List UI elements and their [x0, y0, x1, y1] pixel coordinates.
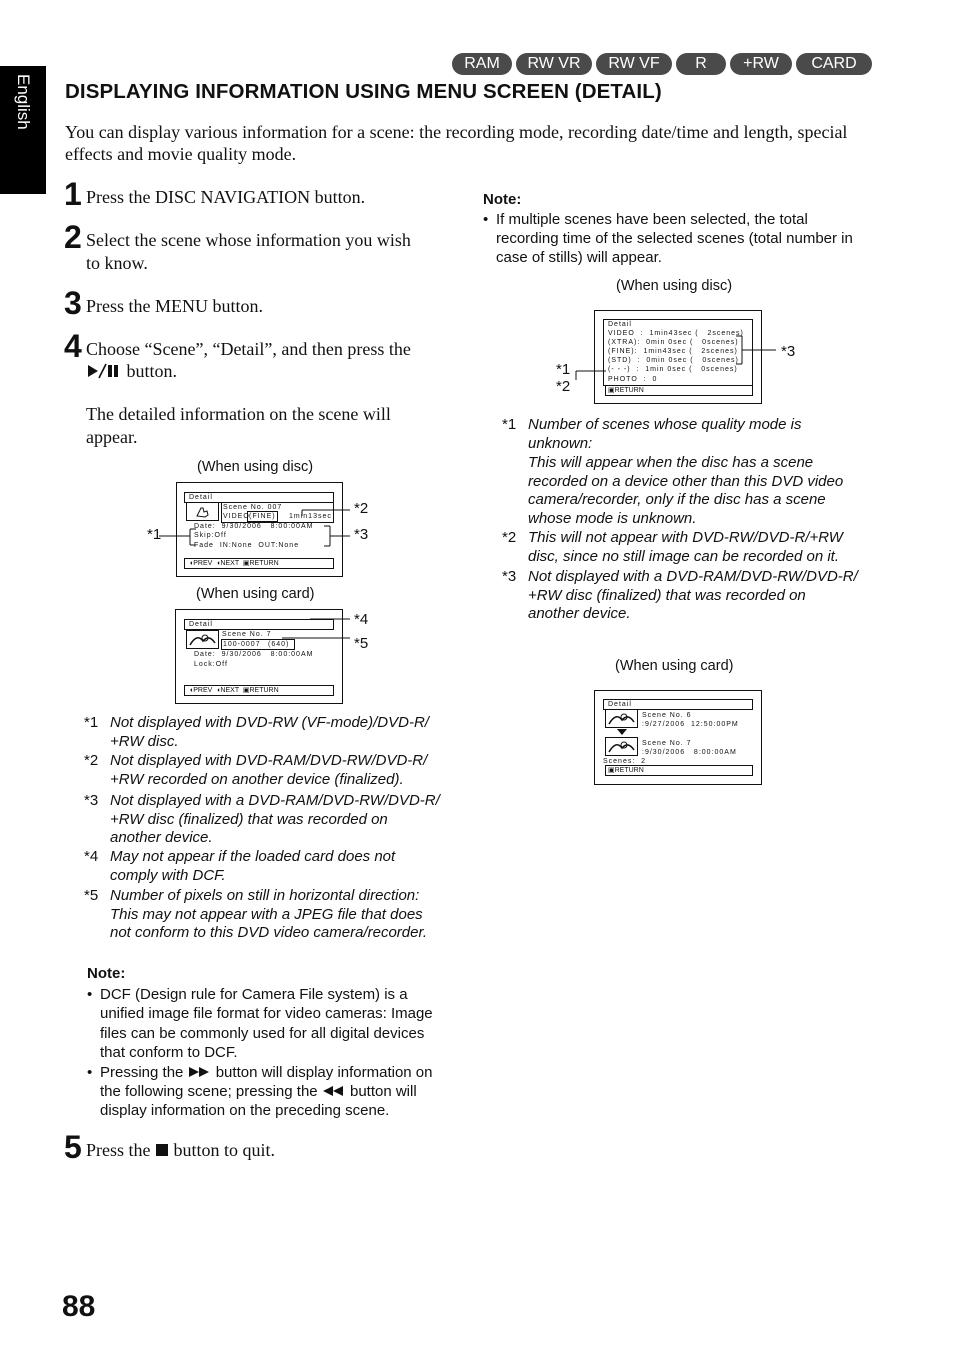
media-badges: [452, 53, 872, 75]
lf3-l1: Not displayed with a DVD-RAM/DVD-RW/DVD-R/: [110, 792, 440, 809]
step-1-text: Press the DISC NAVIGATION button.: [86, 187, 366, 207]
next-label: NEXT: [220, 687, 239, 694]
multi-line-2: (XTRA): 0min 0sec ( 0scenes): [608, 339, 739, 346]
next-label: NEXT: [220, 560, 239, 567]
return-label: RETURN: [249, 560, 279, 567]
return-icon: ▣: [242, 560, 250, 567]
lf5-mark: *5: [84, 887, 99, 904]
lf5-l3: not conform to this DVD video camera/recorder.: [110, 924, 428, 941]
prev-label: PREV: [193, 560, 213, 567]
multi-callout-lines: [570, 330, 790, 380]
disc-caption: (When using disc): [197, 459, 314, 475]
rf2-l1: This will not appear with DVD-RW/DVD-R/+RW: [528, 529, 843, 546]
lf3-l3: another device.: [110, 829, 213, 846]
card2-scene-7: Scene No. 7: [642, 740, 692, 747]
language-label: English: [14, 74, 33, 130]
next-icon: ◖: [216, 560, 221, 567]
rewind-icon: [322, 1085, 346, 1097]
next-icon: ◖: [216, 687, 221, 694]
multi-mark-3: *3: [781, 343, 796, 360]
multi-line-5: (- - -) : 1min 0sec ( 0scenes): [608, 366, 738, 373]
ln-b1-l1: DCF (Design rule for Camera File system) is a: [100, 986, 408, 1003]
multi-line-4: (STD) : 0min 0sec ( 0scenes): [608, 357, 739, 364]
rf3-mark: *3: [502, 568, 517, 585]
return-label: RETURN: [614, 387, 644, 394]
card-multi-footer: [608, 766, 644, 775]
card-multi-detail-label: Detail: [608, 701, 632, 708]
card-lock: Lock:Off: [194, 661, 228, 668]
lf1-l1: Not displayed with DVD-RW (VF-mode)/DVD-R/: [110, 714, 429, 731]
step-4-extra1: The detailed information on the scene will: [86, 404, 391, 424]
disc-length: 1min13sec: [289, 513, 332, 520]
ln-b2-l2a: the following scene; pressing the: [100, 1083, 322, 1100]
detail-label: Detail: [189, 494, 213, 501]
step-2-line2: to know.: [86, 253, 148, 273]
lf1-mark: *1: [84, 714, 99, 731]
rf1-l6: whose mode is unknown.: [528, 509, 697, 527]
badge-card: CARD: [796, 53, 872, 75]
step-3-text: Press the MENU button.: [86, 296, 263, 316]
disc-scene-number: Scene No. 007: [223, 504, 283, 511]
step-4-extra2: appear.: [86, 427, 138, 447]
photo-icon: [187, 631, 218, 648]
card-footer: [189, 686, 279, 695]
return-icon: ▣: [608, 387, 615, 394]
lf3-mark: *3: [84, 792, 99, 809]
card-thumbnail: [186, 630, 219, 649]
rn-l3: case of stills) will appear.: [496, 249, 662, 266]
step-4-line2: [86, 360, 177, 382]
card-thumb-6: [605, 709, 638, 728]
right-note-heading: Note:: [483, 191, 522, 208]
rn-l1: If multiple scenes have been selected, the total: [496, 211, 808, 228]
disc-video-label: VIDEO: [223, 513, 250, 520]
rf1-l3: This will appear when the disc has a scene: [528, 454, 814, 471]
ln-b2-l1a: Pressing the: [100, 1063, 188, 1081]
rf2-mark: *2: [502, 529, 517, 546]
multi-mark-1: *1: [556, 361, 571, 378]
card-pixels: (640): [268, 641, 290, 648]
lf3-l2: +RW disc (finalized) that was recorded on: [110, 810, 388, 828]
lf2-l1: Not displayed with DVD-RAM/DVD-RW/DVD-R/: [110, 752, 428, 769]
card-scene-number: Scene No. 7: [222, 631, 272, 638]
card-date: Date: 9/30/2006 8:00:00AM: [194, 651, 314, 658]
intro-text: You can display various information for a scene: the recording mode, recording date/time and length, special effects and movie quality mode.: [65, 122, 848, 164]
rf1-l5: camera/recorder, only if the disc has a scene: [528, 491, 826, 508]
step-2-line1: Select the scene whose information you wish: [86, 230, 411, 250]
card2-scene-6: Scene No. 6: [642, 712, 692, 719]
photo-icon: [606, 710, 637, 727]
bullet-icon: •: [87, 986, 93, 1003]
badge-plus-rw: +RW: [730, 53, 792, 75]
disc-skip: Skip:Off: [194, 532, 227, 539]
step-2-number: 2: [64, 219, 82, 255]
disc-date: Date: 9/30/2006 8:00:00AM: [194, 523, 314, 530]
step-1-number: 1: [64, 176, 82, 212]
rf3-l1: Not displayed with a DVD-RAM/DVD-RW/DVD-R/: [528, 568, 858, 585]
lf2-l2: +RW recorded on another device (finalized).: [110, 770, 404, 788]
card2-scenes-count: Scenes: 2: [603, 758, 647, 765]
return-label: RETURN: [614, 767, 644, 774]
disc-mark-1: *1: [147, 526, 162, 543]
step-5-pre: Press the: [86, 1140, 155, 1160]
prev-icon: ◖: [189, 560, 194, 567]
disc-mark-3: *3: [354, 526, 369, 543]
card2-date-6: :9/27/2006 12:50:00PM: [642, 721, 739, 728]
step-4-line1: Choose “Scene”, “Detail”, and then press the: [86, 339, 411, 359]
disc-callout-lines: [150, 500, 370, 560]
rf3-l3: another device.: [528, 605, 631, 622]
lf2-mark: *2: [84, 752, 99, 769]
disc-footer: [189, 559, 279, 568]
lf4-l2: comply with DCF.: [110, 866, 226, 884]
ln-b1-l2: unified image file format for video cameras: Image: [100, 1005, 433, 1023]
card-detail-label: Detail: [189, 621, 213, 628]
bullet-icon: •: [87, 1063, 93, 1081]
step-5-post: button to quit.: [169, 1140, 276, 1160]
step-5-number: 5: [64, 1129, 82, 1165]
right-disc-caption: (When using disc): [616, 278, 733, 294]
stop-icon: [155, 1143, 169, 1157]
disc-mark-2: *2: [354, 500, 369, 517]
ln-b2-l1: [100, 1063, 433, 1082]
prev-icon: ◖: [189, 687, 194, 694]
card-caption: (When using card): [196, 586, 315, 602]
language-tab: [0, 66, 46, 194]
step-4-line2-text: button.: [122, 361, 178, 381]
right-card-caption: (When using card): [615, 658, 734, 674]
left-note-heading-text: Note: [87, 965, 121, 982]
card-thumb-7: [605, 737, 638, 756]
rn-l2: recording time of the selected scenes (total number in: [496, 230, 853, 247]
card-mark-5: *5: [354, 635, 369, 652]
ln-b2-l1b: button will display information on: [211, 1063, 433, 1081]
rf1-l1: Number of scenes whose quality mode is: [528, 416, 802, 433]
disc-quality: (FINE): [249, 513, 276, 520]
lf1-l2: +RW disc.: [110, 732, 179, 750]
fast-forward-icon: [188, 1066, 212, 1078]
photo-icon: [606, 738, 637, 755]
rf1-mark: *1: [502, 416, 517, 433]
multi-line-3: (FINE): 1min43sec ( 2scenes): [608, 348, 738, 355]
return-icon: ▣: [242, 687, 250, 694]
ln-b1-l4: that conform to DCF.: [100, 1044, 238, 1062]
multi-footer: [608, 386, 644, 395]
bullet-icon: •: [483, 211, 489, 228]
multi-detail-label: Detail: [608, 321, 632, 328]
card-multi-screen: [594, 690, 762, 785]
ln-b2-l2: [100, 1082, 417, 1101]
badge-rw-vf: RW VF: [596, 53, 672, 75]
step-5-text: [86, 1139, 275, 1161]
lf5-l2: This may not appear with a JPEG file that does: [110, 905, 423, 923]
card-file: 100-0007: [223, 641, 261, 648]
rf2-l2: disc, since no still image can be recorded on it.: [528, 547, 839, 565]
multi-line-6: PHOTO : 0: [608, 376, 658, 383]
disc-fade: Fade IN:None OUT:None: [194, 542, 300, 549]
badge-rw-vr: RW VR: [516, 53, 592, 75]
lf4-mark: *4: [84, 848, 99, 865]
rf1-l4: recorded on a device other than this DVD video: [528, 472, 844, 490]
lf4-l1: May not appear if the loaded card does not: [110, 848, 396, 865]
page-number: 88: [62, 1290, 96, 1323]
step-4-number: 4: [64, 328, 82, 364]
multi-mark-2: *2: [556, 378, 571, 395]
rf3-l2: +RW disc (finalized) that was recorded on: [528, 586, 806, 604]
step-3-number: 3: [64, 285, 82, 321]
card-callout-lines: [250, 610, 360, 650]
right-note-heading-text: Note: [483, 191, 517, 208]
left-note-heading: Note:: [87, 965, 126, 982]
arrow-down-icon: [616, 728, 628, 736]
ln-b2-l3: display information on the preceding scene.: [100, 1102, 390, 1120]
card2-date-7: :9/30/2006 8:00:00AM: [642, 749, 737, 756]
badge-r: R: [676, 53, 726, 75]
page-title: DISPLAYING INFORMATION USING MENU SCREEN (DETAIL): [65, 80, 662, 103]
ln-b1-l3: files can be commonly used for all digital devices: [100, 1024, 425, 1042]
rf1-l2: unknown:: [528, 434, 593, 452]
card-mark-4: *4: [354, 611, 369, 628]
play-pause-icon: [86, 363, 122, 379]
return-label: RETURN: [249, 687, 279, 694]
badge-ram: RAM: [452, 53, 512, 75]
lf5-l1: Number of pixels on still in horizontal direction:: [110, 887, 420, 904]
multi-line-1: VIDEO : 1min43sec ( 2scenes): [608, 330, 744, 337]
prev-label: PREV: [193, 687, 213, 694]
ln-b2-l2b: button will: [345, 1083, 417, 1100]
return-icon: ▣: [608, 767, 615, 774]
